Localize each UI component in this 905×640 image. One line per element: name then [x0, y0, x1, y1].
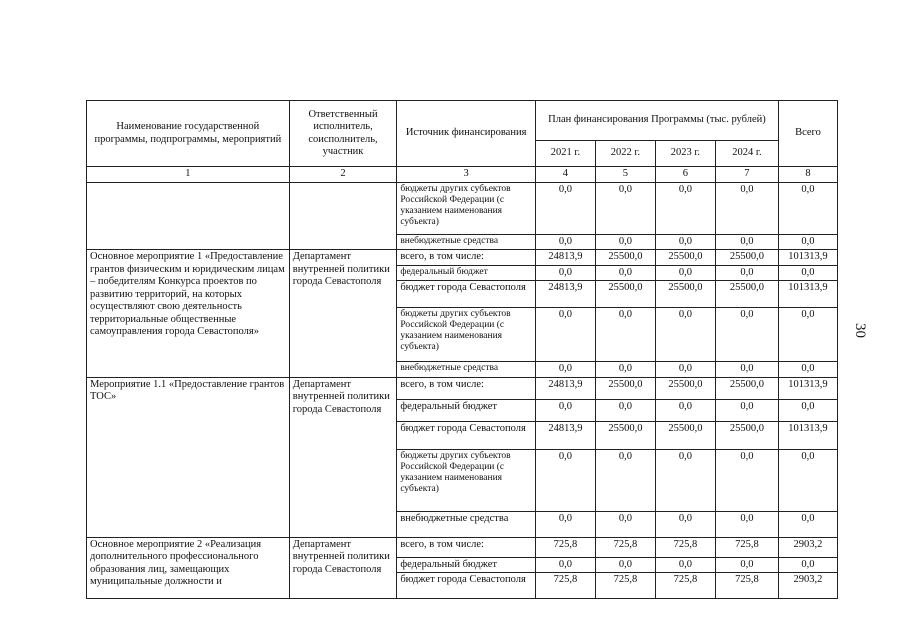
- header-name: Наименование государственной программы, подпрограммы, мероприятий: [87, 101, 290, 167]
- header-plan: План финансирования Программы (тыс. рублей): [535, 101, 778, 141]
- value-2024: 25500,0: [715, 377, 778, 399]
- value-2024: 725,8: [715, 573, 778, 599]
- program-name: Мероприятие 1.1 «Предоставление грантов ТОС»: [87, 377, 290, 537]
- value-2023: 725,8: [655, 573, 715, 599]
- financing-table: [86, 100, 838, 599]
- value-2023: 0,0: [655, 362, 715, 378]
- value-total: 2903,2: [778, 537, 837, 557]
- value-2024: 25500,0: [715, 281, 778, 308]
- value-total: 101313,9: [778, 377, 837, 399]
- header-year: 2021 г.: [535, 141, 595, 167]
- value-total: 0,0: [778, 399, 837, 421]
- value-2024: 0,0: [715, 449, 778, 511]
- value-total: 0,0: [778, 449, 837, 511]
- value-2021: 0,0: [535, 511, 595, 537]
- column-index: 2: [289, 167, 397, 183]
- source-label: внебюджетные средства: [397, 234, 536, 250]
- program-name: Основное мероприятие 2 «Реализация дополнительного профессионального образования лиц, замещающих муниципальные должности и: [87, 537, 290, 599]
- value-total: 0,0: [778, 511, 837, 537]
- value-2024: 0,0: [715, 308, 778, 362]
- value-2022: 0,0: [595, 234, 655, 250]
- executor: Департамент внутренней политики города Севастополя: [289, 377, 397, 537]
- source-label: бюджеты других субъектов Российской Федерации (с указанием наименования субъекта): [397, 182, 536, 234]
- value-2023: 25500,0: [655, 377, 715, 399]
- value-2021: 0,0: [535, 557, 595, 573]
- header-year: 2023 г.: [655, 141, 715, 167]
- value-2022: 0,0: [595, 362, 655, 378]
- value-2022: 25500,0: [595, 250, 655, 266]
- value-2021: 0,0: [535, 362, 595, 378]
- value-2022: 725,8: [595, 537, 655, 557]
- value-2021: 725,8: [535, 537, 595, 557]
- source-label: федеральный бюджет: [397, 265, 536, 281]
- column-index: 3: [397, 167, 536, 183]
- value-2021: 24813,9: [535, 281, 595, 308]
- value-2022: 25500,0: [595, 377, 655, 399]
- value-2021: 0,0: [535, 182, 595, 234]
- page-number: 30: [852, 323, 868, 338]
- header-source: Источник финансирования: [397, 101, 536, 167]
- value-2024: 0,0: [715, 182, 778, 234]
- source-label: внебюджетные средства: [397, 362, 536, 378]
- value-2024: 0,0: [715, 399, 778, 421]
- value-2022: 0,0: [595, 265, 655, 281]
- value-2023: 25500,0: [655, 421, 715, 449]
- value-2024: 725,8: [715, 537, 778, 557]
- value-total: 101313,9: [778, 421, 837, 449]
- source-label: бюджет города Севастополя: [397, 281, 536, 308]
- source-label: всего, в том числе:: [397, 537, 536, 557]
- column-index: 8: [778, 167, 837, 183]
- value-2021: 24813,9: [535, 421, 595, 449]
- source-label: бюджеты других субъектов Российской Федерации (с указанием наименования субъекта): [397, 308, 536, 362]
- value-2023: 0,0: [655, 511, 715, 537]
- value-2021: 0,0: [535, 449, 595, 511]
- value-2023: 0,0: [655, 557, 715, 573]
- value-total: 0,0: [778, 308, 837, 362]
- value-2024: 0,0: [715, 362, 778, 378]
- executor: Департамент внутренней политики города Севастополя: [289, 250, 397, 378]
- header-year: 2022 г.: [595, 141, 655, 167]
- value-2024: 25500,0: [715, 421, 778, 449]
- source-label: всего, в том числе:: [397, 377, 536, 399]
- value-total: 101313,9: [778, 281, 837, 308]
- value-2024: 25500,0: [715, 250, 778, 266]
- executor: [289, 182, 397, 250]
- table-row: [87, 537, 838, 557]
- column-index: 6: [655, 167, 715, 183]
- value-2021: 725,8: [535, 573, 595, 599]
- value-2023: 0,0: [655, 449, 715, 511]
- value-2021: 0,0: [535, 265, 595, 281]
- source-label: бюджет города Севастополя: [397, 421, 536, 449]
- value-2022: 0,0: [595, 399, 655, 421]
- value-2023: 725,8: [655, 537, 715, 557]
- header-executor: Ответственный исполнитель, соисполнитель, участник: [289, 101, 397, 167]
- source-label: бюджеты других субъектов Российской Федерации (с указанием наименования субъекта): [397, 449, 536, 511]
- value-2024: 0,0: [715, 557, 778, 573]
- header-year: 2024 г.: [715, 141, 778, 167]
- table-row: [87, 250, 838, 266]
- table-row: [87, 377, 838, 399]
- source-label: федеральный бюджет: [397, 557, 536, 573]
- value-2023: 0,0: [655, 234, 715, 250]
- source-label: всего, в том числе:: [397, 250, 536, 266]
- value-2023: 25500,0: [655, 250, 715, 266]
- table-row: [87, 182, 838, 234]
- value-2021: 0,0: [535, 399, 595, 421]
- value-2024: 0,0: [715, 234, 778, 250]
- value-2022: 0,0: [595, 308, 655, 362]
- program-name: Основное мероприятие 1 «Предоставление грантов физическим и юридическим лицам – победителям Конкурса проектов по развитию территорий, на которых осуществляют свою деятельность территориальные общественные самоуправления города Севастополя»: [87, 250, 290, 378]
- value-2023: 0,0: [655, 182, 715, 234]
- value-2022: 25500,0: [595, 281, 655, 308]
- value-total: 0,0: [778, 362, 837, 378]
- value-2022: 0,0: [595, 449, 655, 511]
- value-2023: 0,0: [655, 399, 715, 421]
- column-index: 4: [535, 167, 595, 183]
- value-2022: 0,0: [595, 511, 655, 537]
- value-2021: 0,0: [535, 234, 595, 250]
- value-2022: 25500,0: [595, 421, 655, 449]
- value-2022: 725,8: [595, 573, 655, 599]
- program-name: [87, 182, 290, 250]
- column-index: 1: [87, 167, 290, 183]
- value-2023: 0,0: [655, 265, 715, 281]
- value-total: 0,0: [778, 265, 837, 281]
- value-2023: 25500,0: [655, 281, 715, 308]
- value-total: 0,0: [778, 182, 837, 234]
- value-2021: 0,0: [535, 308, 595, 362]
- value-2023: 0,0: [655, 308, 715, 362]
- value-total: 0,0: [778, 234, 837, 250]
- value-2021: 24813,9: [535, 377, 595, 399]
- value-2022: 0,0: [595, 557, 655, 573]
- column-index: 5: [595, 167, 655, 183]
- value-2024: 0,0: [715, 511, 778, 537]
- header-total: Всего: [778, 101, 837, 167]
- source-label: федеральный бюджет: [397, 399, 536, 421]
- value-2021: 24813,9: [535, 250, 595, 266]
- value-2022: 0,0: [595, 182, 655, 234]
- column-index: 7: [715, 167, 778, 183]
- source-label: внебюджетные средства: [397, 511, 536, 537]
- source-label: бюджет города Севастополя: [397, 573, 536, 599]
- value-total: 101313,9: [778, 250, 837, 266]
- executor: Департамент внутренней политики города Севастополя: [289, 537, 397, 599]
- value-2024: 0,0: [715, 265, 778, 281]
- value-total: 2903,2: [778, 573, 837, 599]
- value-total: 0,0: [778, 557, 837, 573]
